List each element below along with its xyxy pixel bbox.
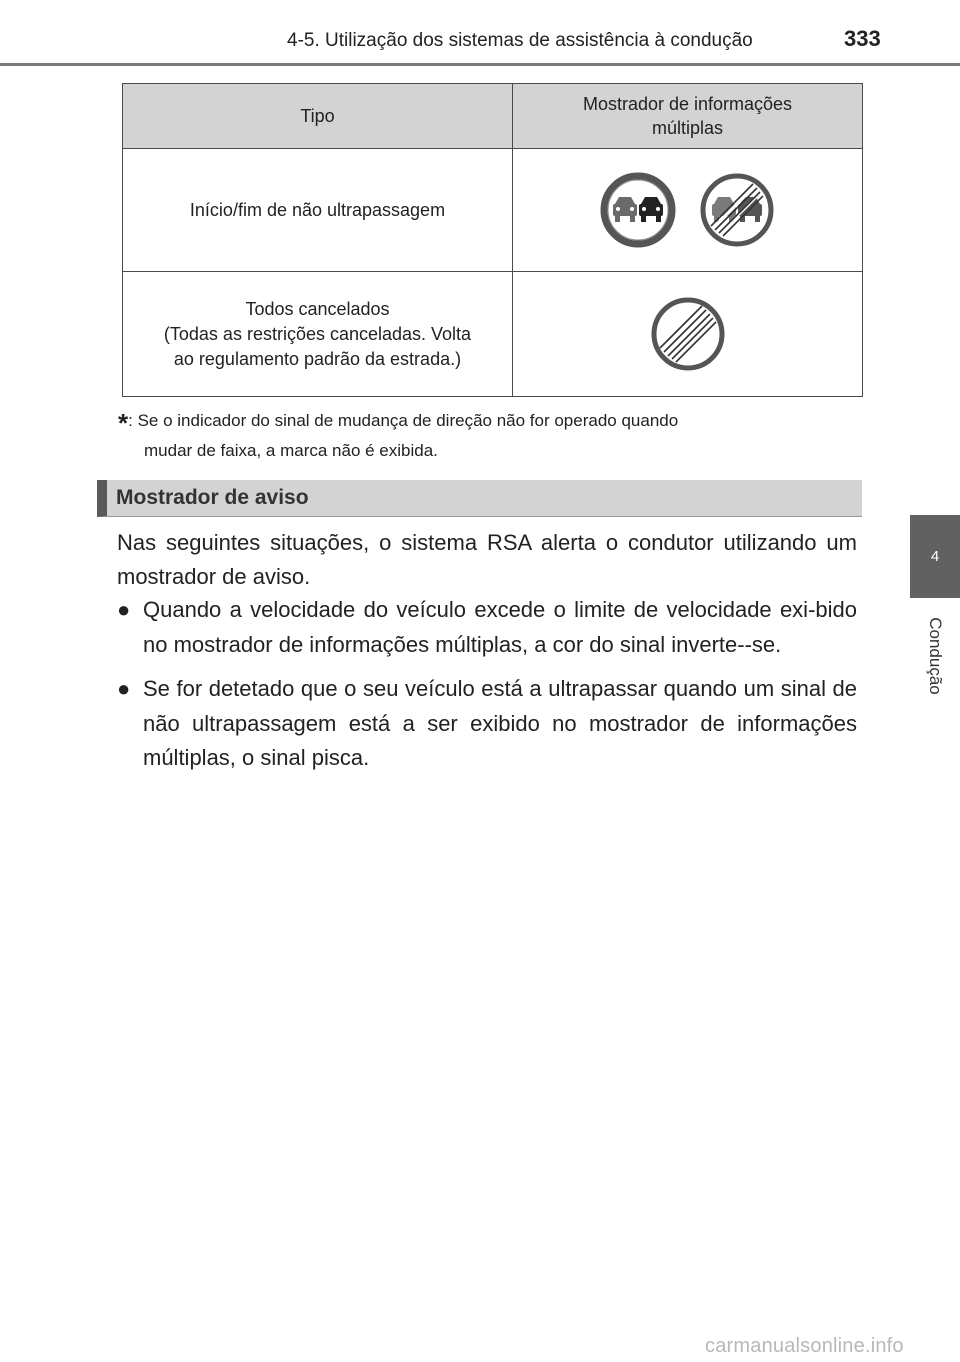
type-label: Início/fim de não ultrapassagem <box>189 199 446 220</box>
table-row <box>123 272 863 397</box>
no-overtaking-sign-icon <box>600 172 676 248</box>
end-of-all-restrictions-sign-icon <box>650 296 726 372</box>
footnote-text-1: : Se o indicador do sinal de mudança de direção não for operado quando <box>128 411 679 430</box>
table-cell-icons <box>513 149 863 272</box>
footnote-line-2: mudar de faixa, a marca não é exibida. <box>144 441 438 460</box>
table-header-display-label: Mostrador de informações múltiplas <box>582 94 793 138</box>
bullet-text: Se for detetado que o seu veículo está a ultrapassar quando um sinal de não ultrapassagem está a ser exibido no mostrador de informações múltiplas, o sinal pisca. <box>143 676 857 770</box>
list-item <box>117 672 857 776</box>
bullet-marker: ● <box>117 676 131 701</box>
bullet-list <box>117 593 857 776</box>
end-of-no-overtaking-sign-icon <box>699 172 775 248</box>
table-header-type: Tipo <box>123 84 513 149</box>
bullet-marker: ● <box>117 597 131 622</box>
table-cell-type <box>123 272 513 397</box>
watermark: carmanualsonline.info <box>705 1335 904 1357</box>
page-number: 333 <box>844 26 881 51</box>
table-header-row <box>123 84 863 149</box>
type-label-line: Todos cancelados <box>245 298 390 319</box>
chapter-number: 4 <box>930 548 940 565</box>
table-cell-type <box>123 149 513 272</box>
list-item <box>117 593 857 662</box>
section-intro: Nas seguintes situações, o sistema RSA alerta o condutor utilizando um mostrador de aviso. <box>117 530 857 589</box>
header-divider <box>0 63 960 66</box>
table-header-display <box>513 84 863 149</box>
chapter-label: Condução <box>926 617 946 695</box>
chapter-label-container <box>911 606 959 706</box>
footnote-line-1 <box>118 407 858 437</box>
table-row <box>123 149 863 272</box>
footnote-marker: * <box>118 408 129 438</box>
chapter-tab[interactable] <box>910 515 960 598</box>
bullet-text: Quando a velocidade do veículo excede o limite de velocidade exi-bido no mostrador de informações múltiplas, a cor do sinal inverte--se. <box>143 597 857 657</box>
type-label-line: ao regulamento padrão da estrada.) <box>173 348 462 369</box>
type-label-line: (Todas as restrições canceladas. Volta <box>163 323 472 344</box>
running-header-section-title: 4-5. Utilização dos sistemas de assistência à condução <box>287 30 753 51</box>
footnote <box>118 407 858 465</box>
sign-types-table <box>122 83 863 397</box>
section-heading-bar <box>97 480 862 517</box>
table-cell-icons <box>513 272 863 397</box>
section-heading: Mostrador de aviso <box>116 486 309 509</box>
